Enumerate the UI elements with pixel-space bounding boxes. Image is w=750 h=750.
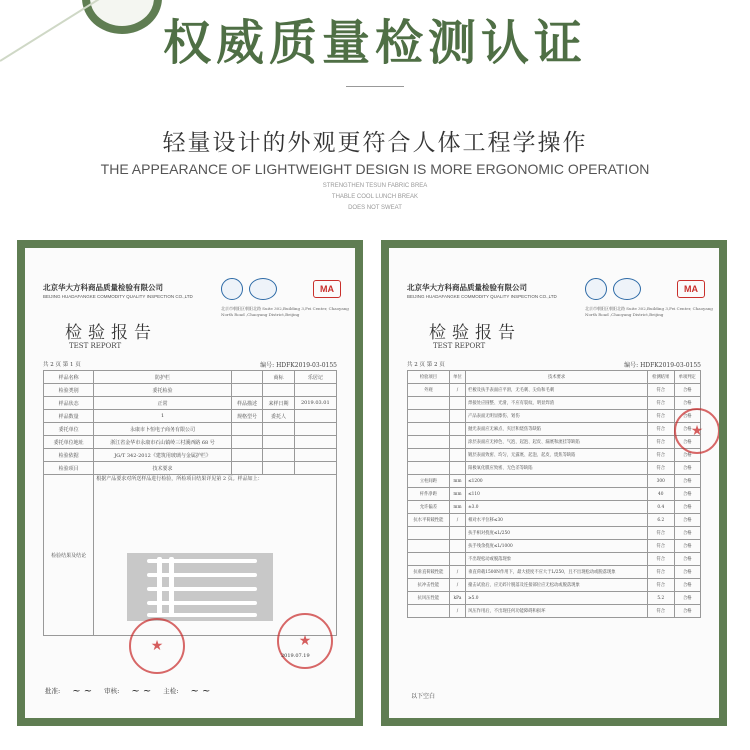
table-cell <box>263 449 294 462</box>
table-cell <box>449 436 465 449</box>
table-cell: 涂层表面应无掉色、气泡、起泡、起皮、漏底和流挂等缺陷 <box>466 436 648 449</box>
tiny-caption-2: THABLE COOL LUNCH BREAK <box>331 194 419 200</box>
table-cell: 合格 <box>674 488 701 501</box>
product-photo <box>127 553 273 621</box>
table-cell <box>231 436 262 449</box>
inspector-label: 主检: <box>163 687 179 695</box>
report-meta <box>407 360 701 369</box>
table-cell <box>408 605 450 618</box>
table-cell: 合格 <box>674 605 701 618</box>
column-header: 技术要求 <box>466 371 648 384</box>
conclusion-text: 根据产品要求对所送样品进行检验，所检项目结果详见第 2 页。样品如上： <box>94 475 337 636</box>
table-cell: 0.4 <box>648 501 674 514</box>
table-cell: 检验类别 <box>44 384 94 397</box>
table-cell: mm <box>449 475 465 488</box>
column-header: 单位 <box>449 371 465 384</box>
table-cell <box>294 384 336 397</box>
table-cell: 合格 <box>674 566 701 579</box>
report-page-1-frame <box>17 240 363 726</box>
table-cell <box>294 436 336 449</box>
report-number: 编号: HDFK2019-03-0155 <box>624 362 701 369</box>
table-cell: 符合 <box>648 423 674 436</box>
inspection-stamp: ★ <box>674 408 719 454</box>
report-number: 编号: HDFK2019-03-0155 <box>260 362 337 369</box>
table-row <box>408 566 701 579</box>
table-cell <box>263 384 294 397</box>
table-cell: ±3.0 <box>466 501 648 514</box>
table-cell <box>408 527 450 540</box>
table-row <box>408 592 701 605</box>
table-cell <box>449 397 465 410</box>
table-cell: 检验项目 <box>44 462 94 475</box>
table-row <box>44 384 337 397</box>
approver-label: 批准: <box>45 687 61 695</box>
table-cell <box>449 462 465 475</box>
table-cell: 6.2 <box>648 514 674 527</box>
table-cell: 合格 <box>674 436 701 449</box>
table-cell: 扶手残余挠度≤L/1000 <box>466 540 648 553</box>
inspection-stamp: ★ <box>277 613 333 669</box>
table-row <box>408 514 701 527</box>
org-name: 北京华大方科商品质量检验有限公司 <box>43 283 163 292</box>
table-cell: 不出现松动或脱落现象 <box>466 553 648 566</box>
table-cell: 样品名称 <box>44 371 94 384</box>
org-address: 北京市朝阳区朝阳北路 Suite 302,Building 3,Fei Center, Chaoyang North Road ,Chaoyang District,Beijing <box>585 306 713 317</box>
table-row <box>408 488 701 501</box>
table-row <box>408 423 701 436</box>
table-cell: 符合 <box>648 527 674 540</box>
table-cell: 焊接处应圆整、光滑，不应有裂纹、明显焊渣 <box>466 397 648 410</box>
subtitle-cn: 轻量设计的外观更符合人体工程学操作 <box>162 130 588 156</box>
report-page-2 <box>389 248 719 718</box>
table-cell <box>449 527 465 540</box>
table-cell <box>263 423 294 436</box>
table-cell: / <box>449 566 465 579</box>
subtitle-en: THE APPEARANCE OF LIGHTWEIGHT DESIGN IS MORE ERGONOMIC OPERATION <box>100 161 650 177</box>
cma-logo: MA <box>677 280 705 298</box>
table-cell <box>408 540 450 553</box>
table-cell: 合格 <box>674 384 701 397</box>
table-cell: 合格 <box>674 449 701 462</box>
table-cell: 合格 <box>674 527 701 540</box>
title-divider <box>346 86 404 87</box>
table-row <box>408 475 701 488</box>
table-cell: 正常 <box>94 397 232 410</box>
reviewer-signature: ~ ~ <box>131 686 152 697</box>
blank-below-note: 以下空白 <box>411 693 436 700</box>
table-cell: 栏板及扶手表面应平滑，无毛刺、尖角和毛刺 <box>466 384 648 397</box>
cnas-logo <box>613 278 641 300</box>
table-cell: 符合 <box>648 410 674 423</box>
table-cell <box>408 423 450 436</box>
table-cell: 300 <box>648 475 674 488</box>
table-cell: 相对水平位移≤30 <box>466 514 648 527</box>
table-cell: 阳极氧化膜应致密、无色差等缺陷 <box>466 462 648 475</box>
table-row <box>44 436 337 449</box>
table-cell: 检验依据 <box>44 449 94 462</box>
table-cell: 防护栏 <box>94 371 232 384</box>
table-row <box>408 527 701 540</box>
table-cell: JG/T 342-2012《建筑用玻璃与金属护栏》 <box>94 449 232 462</box>
table-row <box>44 462 337 475</box>
table-row <box>408 397 701 410</box>
ilac-logo <box>585 278 607 300</box>
table-cell <box>449 423 465 436</box>
table-cell: 合格 <box>674 423 701 436</box>
page-count: 共 2 页 第 2 页 <box>407 362 445 368</box>
table-cell: 委托单位 <box>44 423 94 436</box>
approver-signature: ~ ~ <box>72 686 93 697</box>
table-cell: 抗垂直荷载性能 <box>408 566 450 579</box>
inspector-signature: ~ ~ <box>190 686 211 697</box>
org-name: 北京华大方科商品质量检验有限公司 <box>407 283 527 292</box>
table-cell: 永康市卜恒电子商务有限公司 <box>94 423 232 436</box>
table-cell: / <box>449 579 465 592</box>
stamp-date: 2019.07.19 <box>281 653 310 659</box>
table-cell: 符合 <box>648 605 674 618</box>
table-cell: / <box>449 605 465 618</box>
cnas-logo <box>249 278 277 300</box>
table-cell: 样品数量 <box>44 410 94 423</box>
inspection-stamp: ★ <box>129 618 185 674</box>
table-cell: 符合 <box>648 553 674 566</box>
table-row <box>408 462 701 475</box>
test-results-table <box>407 370 701 618</box>
conclusion-label: 检验结果及结论 <box>44 475 94 636</box>
table-cell <box>294 423 336 436</box>
rack-bar <box>147 613 257 617</box>
table-cell <box>263 436 294 449</box>
org-name-en: BEIJING HUADAFANGKE COMMODITY QUALITY INSPECTION CO.,LTD <box>43 294 193 299</box>
table-cell: 商标 <box>263 371 294 384</box>
table-cell: 40 <box>648 488 674 501</box>
table-row <box>408 449 701 462</box>
table-cell <box>231 423 262 436</box>
table-cell <box>449 410 465 423</box>
table-cell <box>263 462 294 475</box>
table-cell: 来样日期 <box>263 397 294 410</box>
table-cell: ≤110 <box>466 488 648 501</box>
tiny-caption-1: STRENGTHEN TESUN FABRIC BREA <box>322 183 428 189</box>
table-cell: 允许偏差 <box>408 501 450 514</box>
table-cell <box>408 462 450 475</box>
table-cell: 合格 <box>674 514 701 527</box>
rack-bar <box>147 601 257 605</box>
column-header: 单项判定 <box>674 371 701 384</box>
table-cell: 符合 <box>648 384 674 397</box>
report-title: 检验报告 <box>65 323 157 343</box>
report-title-en: TEST REPORT <box>433 342 486 350</box>
column-header: 检验项目 <box>408 371 450 384</box>
table-cell: 规格型号 <box>231 410 262 423</box>
table-cell: ≥5.0 <box>466 592 648 605</box>
table-row <box>44 371 337 384</box>
report-page-1 <box>25 248 355 718</box>
table-cell: 抗风压性能 <box>408 592 450 605</box>
table-row <box>44 423 337 436</box>
org-address: 北京市朝阳区朝阳北路 Suite 302,Building 3,Fei Center, Chaoyang North Road ,Chaoyang District,Beijing <box>221 306 349 317</box>
table-cell: 扶手相对挠度≤L/250 <box>466 527 648 540</box>
table-row <box>408 384 701 397</box>
table-cell: / <box>449 384 465 397</box>
table-cell: 委托单位地址 <box>44 436 94 449</box>
table-cell <box>294 410 336 423</box>
table-cell: 2019.03.01 <box>294 397 336 410</box>
table-cell: 样品描述 <box>231 397 262 410</box>
table-cell: 委托人 <box>263 410 294 423</box>
table-cell <box>294 449 336 462</box>
table-cell: 符合 <box>648 397 674 410</box>
table-cell: 乐居记 <box>294 371 336 384</box>
cert-logos <box>585 278 705 300</box>
table-cell: 抛光表面应无麻点、夹层和烧焦等缺陷 <box>466 423 648 436</box>
report-title-en: TEST REPORT <box>69 342 122 350</box>
org-name-en: BEIJING HUADAFANGKE COMMODITY QUALITY INSPECTION CO.,LTD <box>407 294 557 299</box>
table-cell: 符合 <box>648 579 674 592</box>
reviewer-label: 审核: <box>104 687 120 695</box>
table-row <box>44 397 337 410</box>
table-cell <box>231 384 262 397</box>
rack-bar <box>147 587 257 591</box>
table-cell: 风压作用后，不出现任何功能障碍和损坏 <box>466 605 648 618</box>
table-cell: 浙江省金华市永康市石山镇岭三村溪西路 68 号 <box>94 436 232 449</box>
tiny-caption-3: DOES NOT SWEAT <box>348 205 402 211</box>
table-cell: 合格 <box>674 475 701 488</box>
table-cell <box>294 462 336 475</box>
table-row <box>44 410 337 423</box>
table-cell: ≤1200 <box>466 475 648 488</box>
table-cell: 镀层表面致密、均匀，无露底、起泡、起皮、烧焦等缺陷 <box>466 449 648 462</box>
table-cell: mm <box>449 501 465 514</box>
table-row <box>408 501 701 514</box>
table-cell: 合格 <box>674 540 701 553</box>
table-cell: 样品状态 <box>44 397 94 410</box>
table-row <box>408 436 701 449</box>
table-cell: 符合 <box>648 462 674 475</box>
table-row <box>44 449 337 462</box>
table-cell: 合格 <box>674 592 701 605</box>
table-cell <box>408 553 450 566</box>
table-cell: 垂直荷载1500N作用下，最大挠度不应大于L/250，且不出现松动或脱落现象 <box>466 566 648 579</box>
table-cell: 外观 <box>408 384 450 397</box>
table-cell <box>408 397 450 410</box>
table-cell: 合格 <box>674 397 701 410</box>
table-cell: 合格 <box>674 501 701 514</box>
table-cell <box>408 410 450 423</box>
table-cell <box>231 371 262 384</box>
table-cell: 委托检验 <box>94 384 232 397</box>
table-cell: 符合 <box>648 540 674 553</box>
table-cell: 抗冲击性能 <box>408 579 450 592</box>
table-cell: 立柱间距 <box>408 475 450 488</box>
table-cell: 1 <box>94 410 232 423</box>
rack-bar <box>147 573 257 577</box>
table-cell: 杆件净距 <box>408 488 450 501</box>
table-cell: kPa <box>449 592 465 605</box>
table-cell: / <box>449 514 465 527</box>
report-page-2-frame <box>381 240 727 726</box>
table-cell <box>449 540 465 553</box>
cma-logo: MA <box>313 280 341 298</box>
table-cell: 5.2 <box>648 592 674 605</box>
table-row <box>408 579 701 592</box>
rack-bar <box>147 559 257 563</box>
page-count: 共 2 页 第 1 页 <box>43 362 81 368</box>
signature-row <box>45 686 210 697</box>
table-cell: 撞击试验后，应无碎片脱落及连接部位应无松动或脱落现象 <box>466 579 648 592</box>
table-row <box>408 553 701 566</box>
table-cell <box>449 553 465 566</box>
table-cell: 合格 <box>674 462 701 475</box>
report-meta <box>43 360 337 369</box>
table-cell: 技术要求 <box>94 462 232 475</box>
table-cell <box>408 449 450 462</box>
table-cell: 产品表面无明显擦伤、划伤 <box>466 410 648 423</box>
table-cell: 合格 <box>674 579 701 592</box>
table-row <box>408 540 701 553</box>
table-cell <box>231 449 262 462</box>
report-title: 检验报告 <box>429 323 521 343</box>
page-title: 权威质量检测认证 <box>162 15 587 71</box>
cert-logos <box>221 278 341 300</box>
table-row <box>408 410 701 423</box>
table-cell: 合格 <box>674 553 701 566</box>
table-cell <box>449 449 465 462</box>
column-header: 检测结果 <box>648 371 674 384</box>
table-cell: mm <box>449 488 465 501</box>
table-cell <box>408 436 450 449</box>
table-cell: 符合 <box>648 449 674 462</box>
table-cell <box>231 462 262 475</box>
table-cell: 合格 <box>674 410 701 423</box>
table-cell: 符合 <box>648 436 674 449</box>
table-row <box>408 605 701 618</box>
ilac-logo <box>221 278 243 300</box>
table-cell: 符合 <box>648 566 674 579</box>
table-cell: 抗水平荷载性能 <box>408 514 450 527</box>
